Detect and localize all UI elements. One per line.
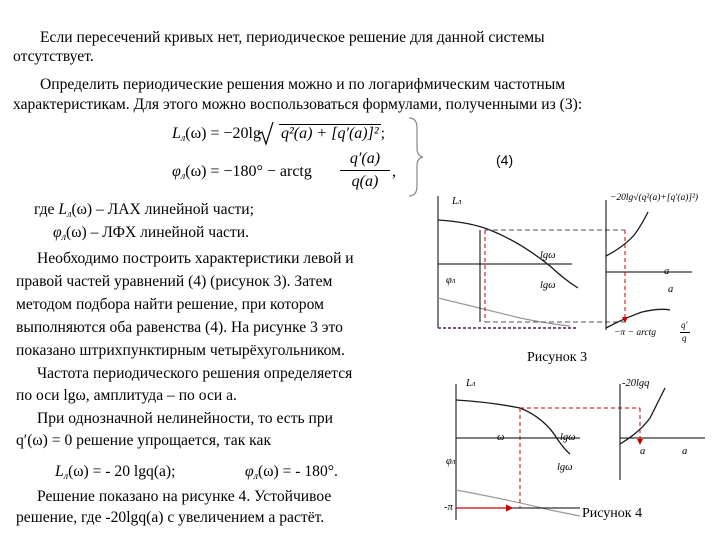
fig3-lgw-lower: lgω	[540, 280, 556, 291]
fig4-minus-pi: -π	[444, 502, 453, 513]
paragraph-line-3: методом подбора найти решение, при котором	[16, 296, 324, 313]
fig3-frac-den: q	[682, 333, 687, 343]
fig4-omega-label: ω	[497, 432, 505, 443]
figure-3	[420, 190, 720, 370]
paragraph-line-11: Решение показано на рисунке 4. Устойчивое	[37, 488, 332, 505]
fig4-right-label: -20lgq	[622, 378, 650, 389]
paragraph-line-6: Частота периодического решения определяется	[37, 365, 353, 382]
simplified-formula-2: $\varphi_л(\omega)$ = - 180°.	[245, 463, 338, 482]
fig3-right-top-label: −20lg√(q²(a)+[q′(a)]²)	[610, 193, 699, 203]
fig4-lgw-lower: lgω	[557, 462, 573, 473]
equation-lfx: $\varphi_л(\omega) = -180^\circ$ − arctg	[172, 163, 312, 182]
paragraph-line-4: выполняются оба равенства (4). На рисунке 3 это	[16, 319, 343, 336]
equation-number: (4)	[496, 152, 514, 168]
paragraph-line-1: Необходимо построить характеристики левой и	[37, 250, 354, 267]
fig3-caption: Рисунок 3	[527, 350, 588, 365]
system-brace	[405, 116, 425, 198]
fig4-l-label: Lл	[466, 378, 476, 389]
fraction-numerator: q′(a)	[349, 150, 381, 167]
fig3-nl-amplitude-curve	[606, 212, 648, 256]
intro-line-2: отсутствует.	[13, 48, 94, 65]
paragraph-line-5: показано штрихпунктирным четырёхугольником.	[16, 342, 345, 359]
equation-lax: $L_л(\omega) = -20\lg$ q²(a) + [q′(a)]² ;	[172, 125, 386, 144]
where-line-2: $\varphi_л(\omega)$ – ЛФХ линейной части.	[53, 224, 249, 243]
paragraph-line-8: При однозначной нелинейности, то есть при	[37, 410, 334, 427]
paragraph-line-7: по оси lgω, амплитуда – по оси a.	[16, 387, 237, 404]
fig4-caption: Рисунок 4	[582, 506, 643, 521]
fig4-a-label: a	[640, 446, 646, 457]
fig4-phi-label: φл	[446, 456, 456, 467]
fig3-nl-phase-curve	[606, 309, 670, 328]
fraction-bar	[340, 170, 390, 171]
intro-line-1: Если пересечений кривых нет, периодическое решение для данной системы	[40, 29, 545, 46]
simplified-formula-1: $L_л(\omega)$ = - 20 lgq(a);	[55, 463, 176, 482]
intro-line-3: Определить периодические решения можно и по логарифмическим частотным	[40, 76, 566, 93]
where-line-1: где $L_л(\omega)$ – ЛАХ линейной части;	[34, 201, 254, 220]
equation-lfx-end: ,	[392, 163, 396, 180]
fig3-a-lower: a	[668, 284, 674, 295]
paragraph-line-9: q′(ω) = 0 решение упрощается, так как	[16, 432, 272, 449]
paragraph-line-12: решение, где -20lgq(a) с увеличением a растёт.	[16, 509, 325, 526]
fig3-lgw-upper: lgω	[540, 250, 556, 261]
fig4-nl-curve	[620, 388, 665, 444]
fig3-a-upper: a	[664, 266, 670, 277]
paragraph-line-2: правой частей уравнений (4) (рисунок 3). Затем	[16, 273, 333, 290]
fig3-phi-label: φл	[446, 275, 456, 286]
fig3-l-label: Lл	[452, 196, 462, 207]
fig3-frac-num: q′	[681, 320, 688, 330]
fig4-a-label-2: a	[682, 446, 688, 457]
fig4-lgw-upper: lgω	[560, 432, 576, 443]
intro-line-4: характеристикам. Для этого можно воспользоваться формулами, полученными из (3):	[13, 96, 583, 113]
figure-4	[420, 370, 720, 535]
fraction-denominator: q(a)	[351, 173, 379, 190]
radical-sign	[256, 120, 276, 146]
fig4-lax-curve	[456, 400, 570, 454]
fig4-lfx-curve	[456, 490, 580, 516]
fig3-right-bottom-label: −π − arctg	[614, 328, 657, 338]
radical-expression: q²(a) + [q′(a)]²	[280, 125, 379, 142]
